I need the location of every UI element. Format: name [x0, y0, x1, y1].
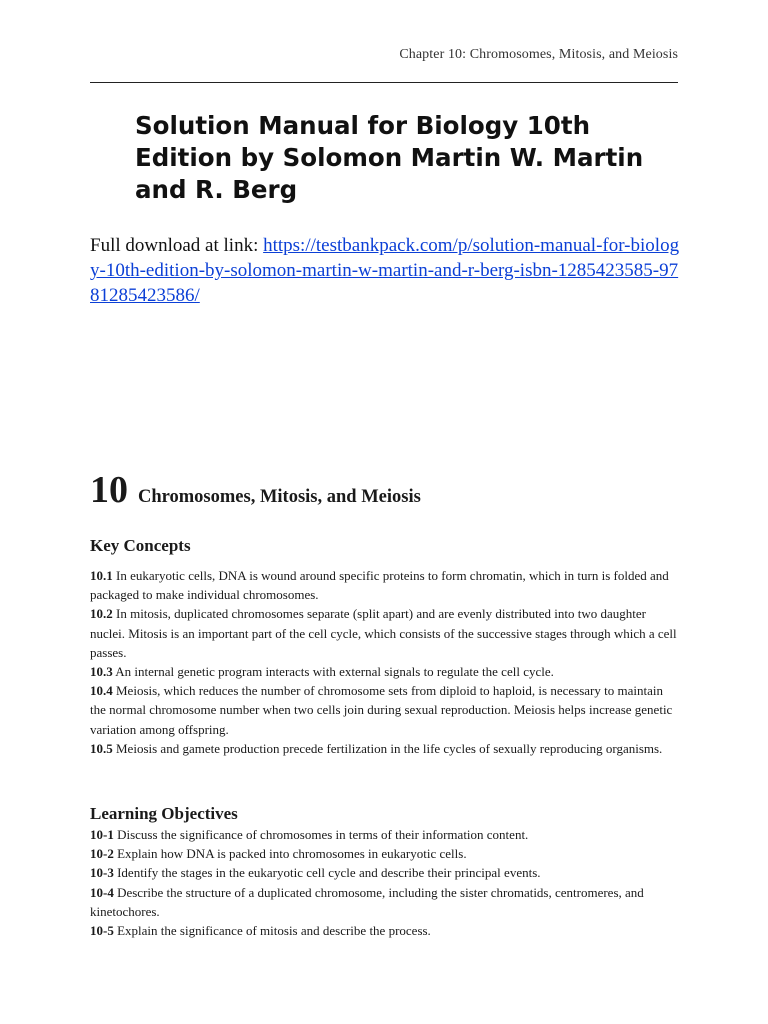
key-concept-item [90, 662, 680, 681]
learning-objective-code: 10-5 [90, 923, 114, 939]
learning-objective-item [90, 863, 680, 882]
download-label: Full download at link: [90, 235, 264, 256]
learning-objective-item [90, 921, 680, 940]
learning-objectives-list [90, 825, 680, 940]
key-concept-text: An internal genetic program interacts with external signals to regulate the cell cycle. [112, 664, 554, 680]
key-concept-code: 10.2 [90, 606, 113, 622]
key-concept-code: 10.5 [90, 740, 113, 756]
running-header: Chapter 10: Chromosomes, Mitosis, and Meiosis [399, 47, 678, 62]
learning-objective-text: Explain the significance of mitosis and describe the process. [113, 923, 431, 939]
key-concept-item [90, 604, 680, 662]
learning-objectives-heading: Learning Objectives [90, 804, 238, 823]
learning-objective-text: Describe the structure of a duplicated chromosome, including the sister chromatids, centromeres, and kinetochores. [90, 884, 644, 919]
learning-objective-text: Identify the stages in the eukaryotic cell cycle and describe their principal events. [113, 865, 541, 881]
header-rule [90, 82, 678, 83]
learning-objective-text: Explain how DNA is packed into chromosomes in eukaryotic cells. [113, 846, 467, 862]
learning-objective-item [90, 883, 680, 921]
chapter-heading [90, 468, 421, 512]
download-link[interactable]: https://testbankpack.com/p/solution-manual-for-biology-10th-edition-by-solomon-martin-w-martin-and-r-berg-isbn-1285423585-9781285423586/ [90, 235, 680, 306]
learning-objective-code: 10-4 [90, 884, 114, 900]
key-concept-code: 10.3 [90, 664, 113, 680]
learning-objective-code: 10-2 [90, 846, 114, 862]
key-concept-text: In eukaryotic cells, DNA is wound around specific proteins to form chromatin, which in turn is folded and packaged to make individual chromosomes. [90, 568, 669, 603]
key-concept-code: 10.4 [90, 683, 113, 699]
learning-objective-code: 10-3 [90, 865, 114, 881]
learning-objective-code: 10-1 [90, 827, 114, 842]
key-concept-item [90, 566, 680, 604]
key-concept-item [90, 681, 680, 739]
key-concept-text: In mitosis, duplicated chromosomes separate (split apart) and are evenly distributed into two daughter nuclei. Mitosis is an important part of the cell cycle, which consists of the successive stages through which a cell passes. [90, 606, 677, 660]
chapter-name: Chromosomes, Mitosis, and Meiosis [138, 487, 421, 507]
chapter-number: 10 [90, 469, 128, 511]
learning-objective-text: Discuss the significance of chromosomes in terms of their information content. [113, 827, 529, 842]
key-concept-text: Meiosis, which reduces the number of chromosome sets from diploid to haploid, is necessary to maintain the normal chromosome number when two cells join during sexual reproduction. Meiosis helps increase genetic variation among offspring. [90, 683, 673, 737]
learning-objective-item [90, 825, 680, 844]
key-concepts-list [90, 566, 680, 758]
key-concept-item [90, 739, 680, 758]
learning-objective-item [90, 844, 680, 863]
key-concepts-heading: Key Concepts [90, 536, 191, 555]
document-title: Solution Manual for Biology 10th Edition by Solomon Martin W. Martin and R. Berg [135, 111, 644, 204]
download-paragraph [90, 233, 680, 308]
key-concept-code: 10.1 [90, 568, 113, 583]
key-concept-text: Meiosis and gamete production precede fertilization in the life cycles of sexually reproducing organisms. [112, 740, 663, 756]
